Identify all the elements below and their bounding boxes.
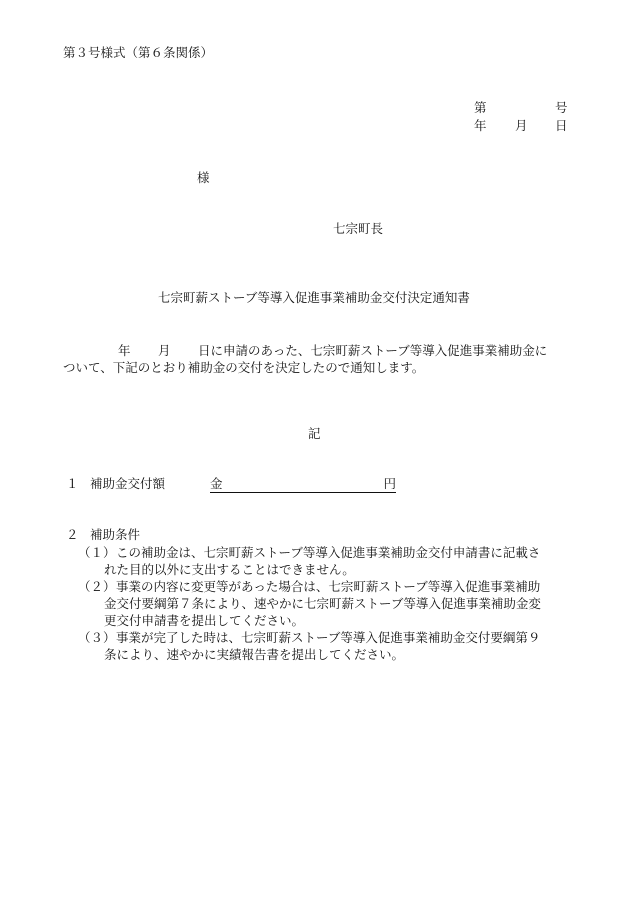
item1-label: 補助金交付額 — [90, 476, 166, 491]
intro-month: 月 — [158, 343, 171, 358]
intro-line1: 日に申請のあった、七宗町薪ストーブ等導入促進事業補助金に — [198, 343, 548, 358]
date-year: 年 — [474, 118, 487, 133]
ref-no-suffix: 号 — [555, 100, 568, 115]
date-day: 日 — [555, 118, 568, 133]
condition-1-num: （１） — [78, 545, 116, 560]
addressee-suffix: 様 — [197, 170, 210, 185]
condition-3-line1: 事業が完了した時は、七宗町薪ストーブ等導入促進事業補助金交付要綱第９ — [116, 630, 541, 645]
issuer: 七宗町長 — [333, 221, 384, 236]
amount-field — [210, 475, 396, 493]
condition-1-line1: この補助金は、七宗町薪ストーブ等導入促進事業補助金交付申請書に記載さ — [116, 545, 541, 560]
condition-3-line2: 条により、速やかに実績報告書を提出してください。 — [104, 647, 405, 662]
condition-2-line1: 事業の内容に変更等があった場合は、七宗町薪ストーブ等導入促進事業補助 — [116, 579, 541, 594]
amount-prefix: 金 — [210, 476, 223, 491]
condition-3-num: （３） — [78, 630, 116, 645]
amount-suffix: 円 — [383, 476, 396, 491]
condition-2-num: （２） — [78, 579, 116, 594]
condition-1-line2: れた目的以外に支出することはできません。 — [104, 562, 355, 577]
item2-label: 補助条件 — [90, 527, 141, 542]
condition-2-line3: 更交付申請書を提出してください。 — [104, 613, 305, 628]
condition-2-line2: 金交付要綱第７条により、速やかに七宗町薪ストーブ等導入促進事業補助金変 — [104, 596, 541, 611]
ref-no-prefix: 第 — [474, 100, 487, 115]
document-title: 七宗町薪ストーブ等導入促進事業補助金交付決定通知書 — [158, 290, 470, 305]
item1-number: １ — [66, 476, 79, 491]
ki-heading: 記 — [308, 426, 321, 441]
date-month: 月 — [515, 118, 528, 133]
intro-line2: ついて、下記のとおり補助金の交付を決定したので通知します。 — [63, 360, 425, 375]
intro-year: 年 — [118, 343, 131, 358]
form-label: 第３号様式（第６条関係） — [63, 45, 214, 60]
item2-number: ２ — [66, 527, 79, 542]
